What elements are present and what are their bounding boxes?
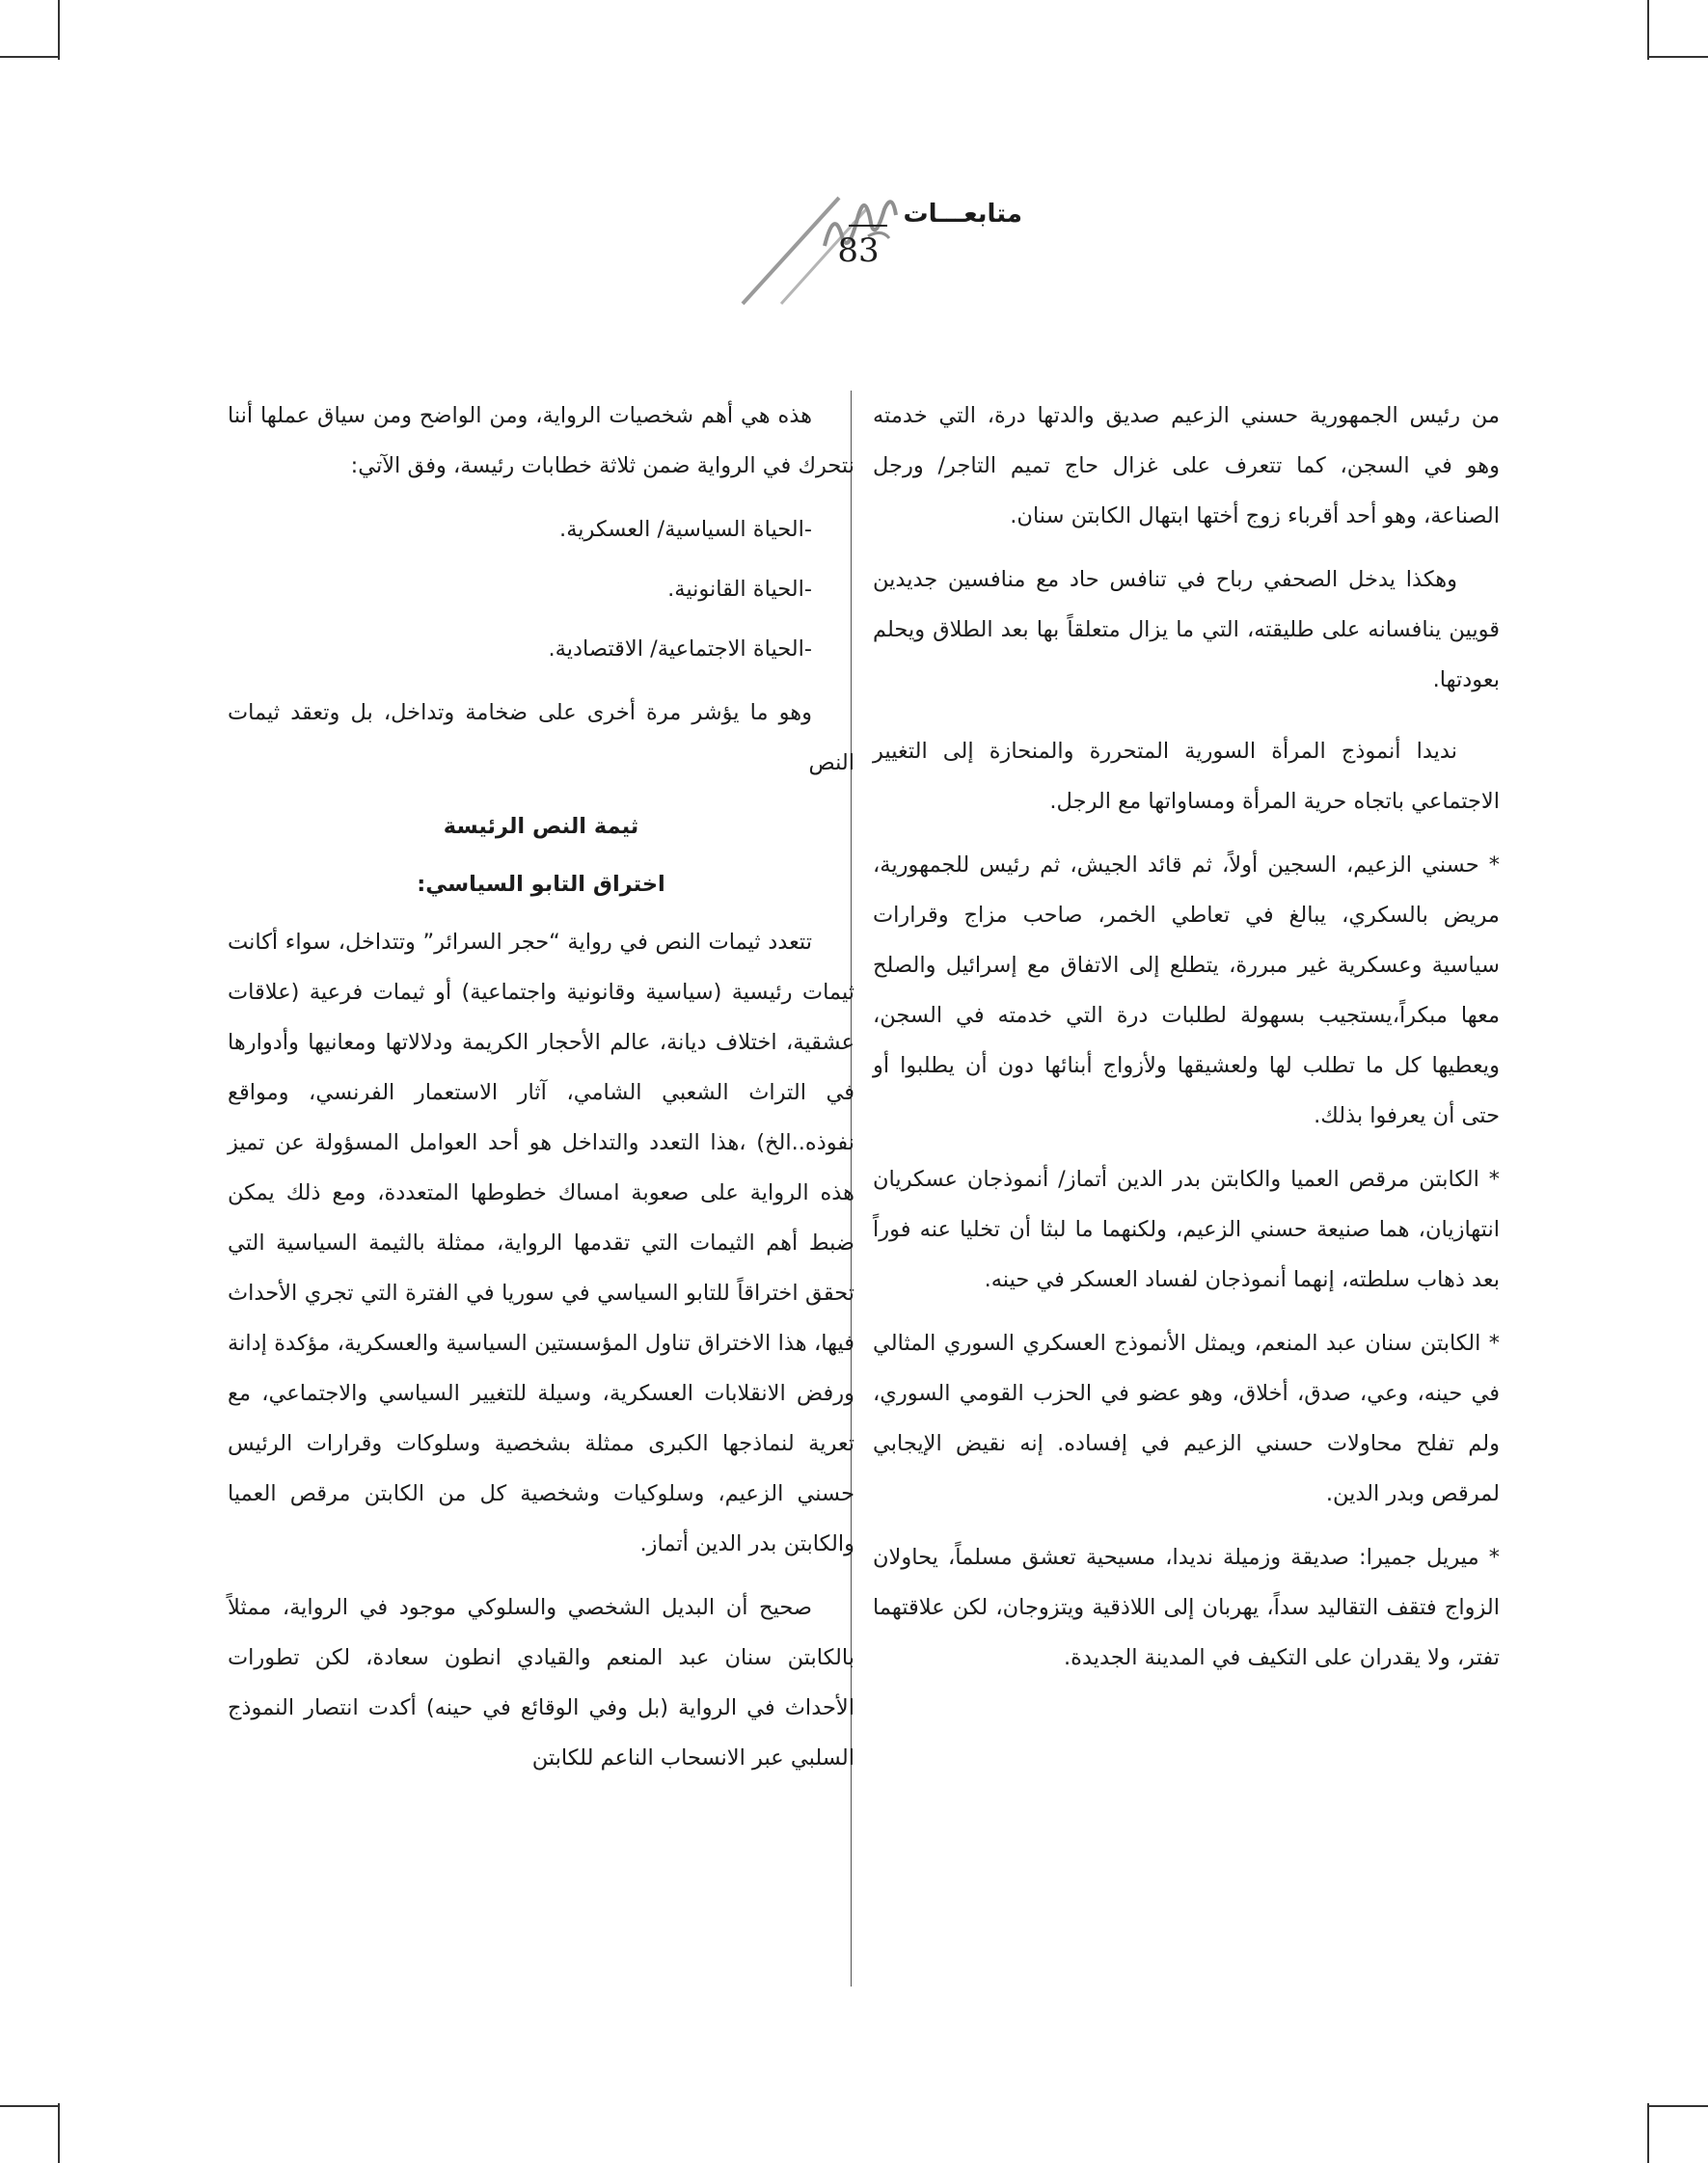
paragraph: صحيح أن البديل الشخصي والسلوكي موجود في الرواية، ممثلاً بالكابتن سنان عبد المنعم والقيادي انطون سعادة، لكن تطورات الأحداث في الرواية (بل وفي الوقائع في حينه) أكدت انتصار النموذج السلبي عبر الانسحاب الناعم للكابتن	[228, 1595, 854, 1771]
page-number: 83	[837, 231, 880, 270]
character-entry: * حسني الزعيم، السجين أولاً، ثم قائد الجيش، ثم رئيس للجمهورية، مريض بالسكري، يبالغ في تعاطي الخمر، صاحب مزاج وقرارات سياسية وعسكرية غير مبررة، يتطلع إلى الاتفاق مع إسرائيل والصلح معها مبكراً،يستجيب بسهولة لطلبات درة التي خدمته في السجن، ويعطيها كل ما تطلب لها ولعشيقها ولأزواج أبنائها دون أن يطلبوا أو حتى أن يعرفوا بذلك.	[873, 852, 1500, 1128]
running-header	[0, 178, 1708, 323]
section-heading: ثيمة النص الرئيسة	[443, 814, 639, 839]
list-item: -الحياة القانونية.	[667, 577, 812, 602]
crop-mark	[58, 0, 60, 60]
header-rule	[849, 225, 887, 227]
paragraph: هذه هي أهم شخصيات الرواية، ومن الواضح ومن سياق عملها أننا نتحرك في الرواية ضمن ثلاثة خطابات رئيسة، وفق الآتي:	[228, 403, 854, 478]
list-item: -الحياة الاجتماعية/ الاقتصادية.	[548, 636, 812, 662]
crop-mark	[1647, 2103, 1649, 2163]
crop-mark	[0, 2105, 60, 2107]
list-item: -الحياة السياسية/ العسكرية.	[559, 517, 812, 542]
character-entry: * ميريل جميرا: صديقة وزميلة نديدا، مسيحية تعشق مسلماً، يحاولان الزواج فتقف التقاليد سداً، يهربان إلى اللاذقية ويتزوجان، لكن علاقتهما تفتر، ولا يقدران على التكيف في المدينة الجديدة.	[873, 1545, 1500, 1670]
character-entry: * الكابتن سنان عبد المنعم، ويمثل الأنموذج العسكري السوري المثالي في حينه، وعي، صدق، أخلاق، وهو عضو في الحزب القومي السوري، ولم تفلح محاولات حسني الزعيم في إفساده. إنه نقيض الإيجابي لمرقص وبدر الدين.	[873, 1331, 1500, 1506]
crop-mark	[1648, 2105, 1708, 2107]
paragraph: وهكذا يدخل الصحفي رباح في تنافس حاد مع منافسين جديدين قويين ينافسانه على طليقته، التي ما يزال متعلقاً بها بعد الطلاق ويحلم بعودتها.	[873, 567, 1500, 692]
subsection-heading: اختراق التابو السياسي:	[417, 872, 665, 897]
crop-mark	[1647, 0, 1649, 60]
right-column	[873, 391, 1500, 1696]
paragraph: نديدا أنموذج المرأة السورية المتحررة والمنحازة إلى التغيير الاجتماعي باتجاه حرية المرأة ومساواتها مع الرجل.	[873, 739, 1500, 814]
paragraph: تتعدد ثيمات النص في رواية “حجر السرائر” وتتداخل، سواء أكانت ثيمات رئيسية (سياسية وقانونية واجتماعية) أو ثيمات فرعية (علاقات عشقية، اختلاف ديانة، عالم الأحجار الكريمة ودلالاتها ومعانيها وأدوارها في التراث الشعبي الشامي، آثار الاستعمار الفرنسي، ومواقع نفوذه..الخ) ،هذا التعدد والتداخل هو أحد العوامل المسؤولة عن تميز هذه الرواية على صعوبة امساك خطوطها المتعددة، ومع ذلك يمكن ضبط أهم الثيمات التي تقدمها الرواية، ممثلة بالثيمة السياسية التي تحقق اختراقاً للتابو السياسي في سوريا في الفترة التي تجري الأحداث فيها، هذا الاختراق تناول المؤسستين السياسية والعسكرية، مؤكدة إدانة ورفض الانقلابات العسكرية، وسيلة للتغيير السياسي والاجتماعي، مع تعرية لنماذجها الكبرى ممثلة بشخصية وسلوكات وقرارات الرئيس حسني الزعيم، وسلوكيات وشخصية كل من الكابتن مرقص العميا والكابتن بدر الدين أتماز.	[228, 930, 854, 1556]
crop-mark	[0, 56, 60, 58]
paragraph: من رئيس الجمهورية حسني الزعيم صديق والدتها درة، التي خدمته وهو في السجن، كما تتعرف على غزال حاج تميم التاجر/ ورجل الصناعة، وهو أحد أقرباء زوج أختها ابتهال الكابتن سنان.	[873, 403, 1500, 528]
section-label: متابعـــات	[903, 200, 1022, 229]
left-column	[228, 391, 854, 1797]
crop-mark	[58, 2103, 60, 2163]
character-entry: * الكابتن مرقص العميا والكابتن بدر الدين أتماز/ أنموذجان عسكريان انتهازيان، هما صنيعة حسني الزعيم، ولكنهما ما لبثا أن تخليا عنه فوراً بعد ذهاب سلطته، إنهما أنموذجان لفساد العسكر في حينه.	[873, 1167, 1500, 1292]
crop-mark	[1648, 56, 1708, 58]
paragraph: وهو ما يؤشر مرة أخرى على ضخامة وتداخل، بل وتعقد ثيمات النص	[228, 700, 854, 775]
